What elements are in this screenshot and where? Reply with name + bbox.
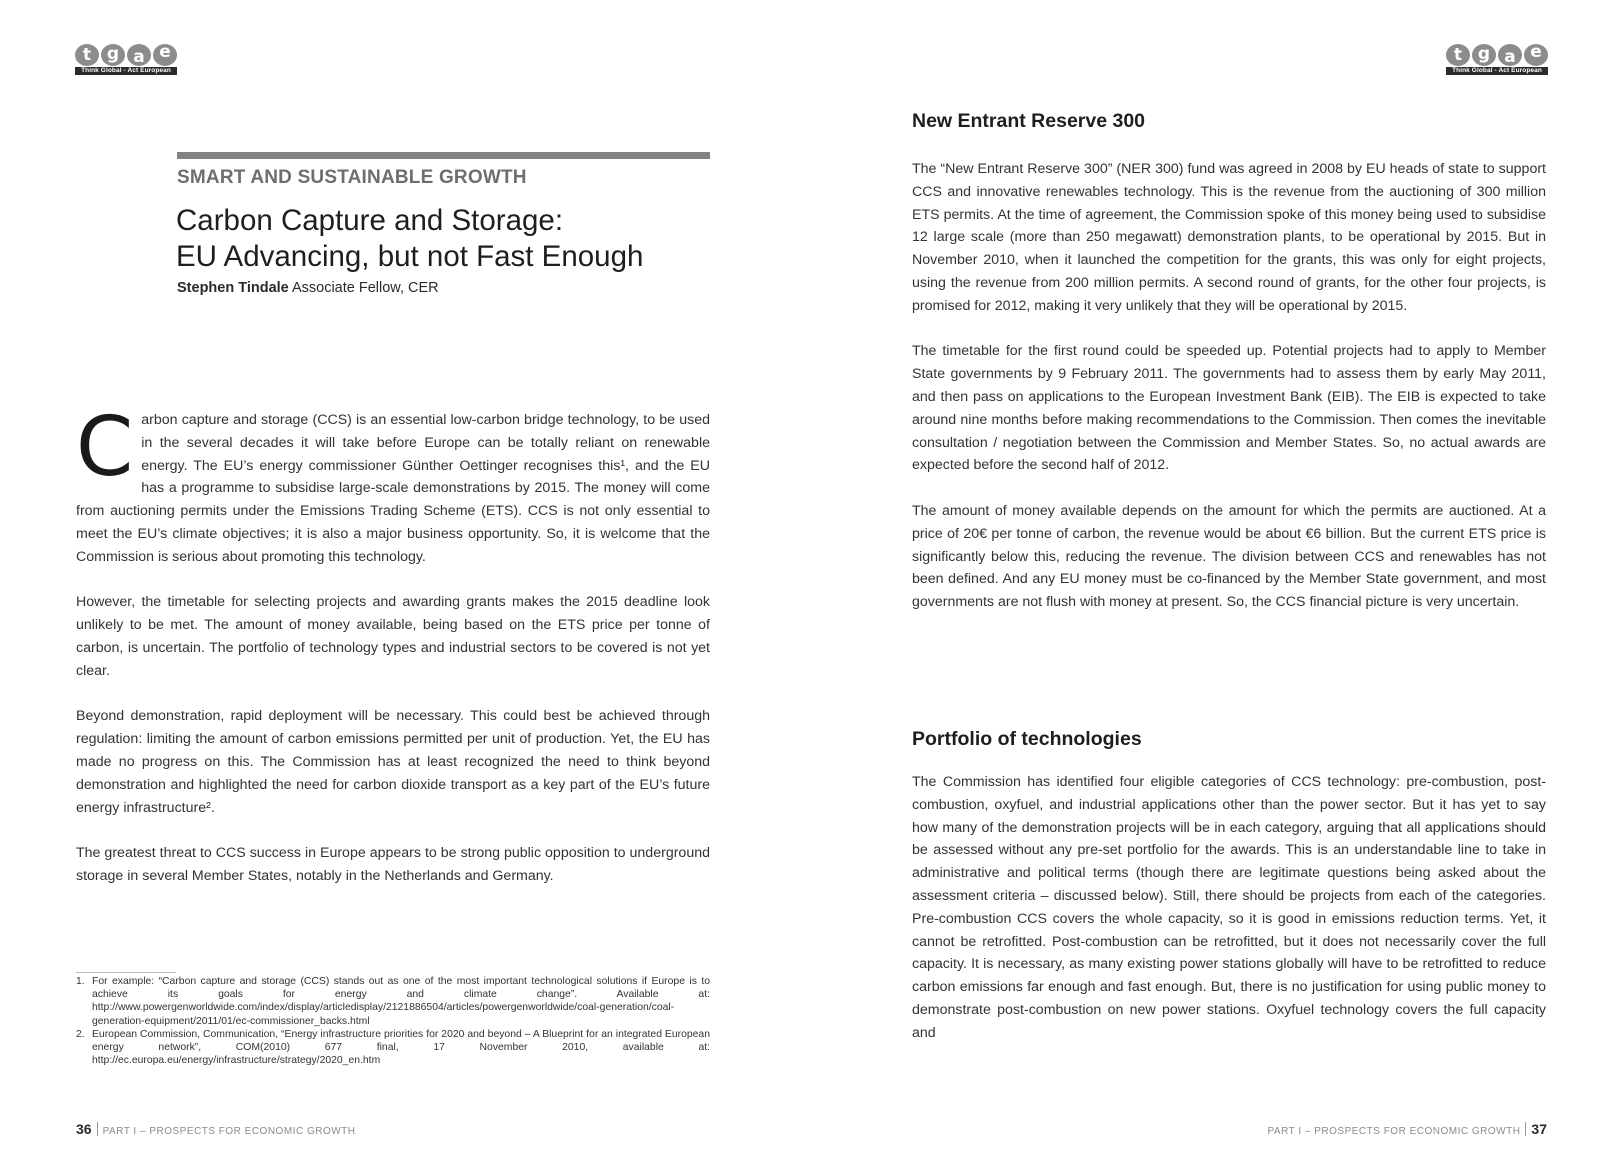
footnote-text: European Commission, Communication, “Energy infrastructure priorities for 2020 and beyond – A Blueprint for an integrated European energy network”, COM(2010) 677 final, 17 November 2010, available at: http://ec.europa.eu/energy/infrastructure/strategy/2020_en.htm — [92, 1028, 710, 1067]
body-paragraph: The “New Entrant Reserve 300” (NER 300) fund was agreed in 2008 by EU heads of state to support CCS and innovative renewables technology. This is the revenue from the auctioning of 300 million ETS permits. At the time of agreement, the Commission spoke of this money being used to subsidise 12 large scale (more than 250 megawatt) demonstration plants, to be operational by 2015. But in November 2010, when it launched the competition for the grants, this was only for eight projects, using the revenue from 200 million permits. A second round of grants, for the other four projects, is promised for 2012, making it very unlikely that they will be operational by 2015. — [912, 161, 1546, 314]
body-paragraph: The timetable for the first round could be speeded up. Potential projects had to apply to Member State governments by 9 February 2011. The governments had to assess them by early May 2011, and then pass on applications to the European Investment Bank (EIB). The EIB is expected to take around nine months before making recommendations to the Commission. Then comes the inevitable consultation / negotiation between the Commission and Member States. So, no actual awards are expected before the second half of 2012. — [912, 343, 1546, 474]
author-byline — [177, 280, 439, 296]
logo-letter-g: g — [101, 44, 125, 66]
page-footer-right — [1268, 1121, 1548, 1137]
running-footer: PART I – PROSPECTS FOR ECONOMIC GROWTH — [1267, 1126, 1521, 1137]
section-label: SMART AND SUSTAINABLE GROWTH — [177, 167, 527, 188]
page-number: 36 — [76, 1121, 92, 1137]
logo-letter-g: g — [1472, 44, 1496, 66]
body-paragraph: The Commission has identified four eligible categories of CCS technology: pre-combustion, post-combustion, oxyfuel, and industrial applications other than the power sector. But it has yet to say how many of the demonstration projects will be in each category, arguing that all applications should be assessed without any pre-set portfolio for the awards. This is an understandable line to take in administrative and political terms (though there are legitimate questions being asked about the assessment criteria – discussed below). Still, there should be projects from each of the categories. Pre-combustion CCS covers the whole capacity, so it is good in emissions reduction terms. Yet, it cannot be retrofitted. Post-combustion can be retrofitted, but it does not necessarily cover the full capacity. It is necessary, as many existing power stations globally will have to be retrofitted to reduce carbon emissions far enough and fast enough. But, there is no justification for using public money to demonstrate post-combustion on new power stations. Oxyfuel technology covers the full capacity and — [912, 774, 1546, 1041]
running-footer: PART I – PROSPECTS FOR ECONOMIC GROWTH — [102, 1126, 356, 1137]
body-paragraph: Beyond demonstration, rapid deployment will be necessary. This could best be achieved through regulation: limiting the amount of carbon emissions permitted per unit of production. Yet, the EU has made no progress on this. The Commission has at least recognized the need to think beyond demonstration and highlighted the need for carbon dioxide transport as a key part of the EU’s future energy infrastructure². — [76, 708, 710, 816]
footer-separator — [1525, 1122, 1526, 1136]
title-line-2: EU Advancing, but not Fast Enough — [176, 240, 644, 273]
logo-letter-t: t — [1446, 44, 1470, 66]
tgae-logo — [75, 44, 177, 75]
logo-circles — [1446, 44, 1548, 66]
left-body — [76, 400, 710, 911]
drop-cap: C — [76, 400, 134, 495]
footnote — [76, 1028, 710, 1068]
heading-portfolio: Portfolio of technologies — [912, 728, 1142, 750]
logo-letter-t: t — [75, 44, 99, 66]
footnote-divider — [76, 972, 176, 973]
logo-letter-a: a — [127, 44, 151, 66]
logo-letter-e: e — [153, 44, 177, 66]
body-paragraph: The greatest threat to CCS success in Europe appears to be strong public opposition to underground storage in several Member States, notably in the Netherlands and Germany. — [76, 845, 710, 884]
section-rule — [177, 152, 710, 159]
body-paragraph — [76, 400, 710, 569]
tgae-logo — [1446, 44, 1548, 75]
article-title — [176, 203, 643, 275]
logo-letter-e: e — [1524, 44, 1548, 66]
footnote — [76, 975, 710, 1028]
author-name: Stephen Tindale — [177, 280, 289, 296]
paragraph-text: arbon capture and storage (CCS) is an essential low-carbon bridge technology, to be used in the several decades it will take before Europe can be totally reliant on renewable energy. The EU’s energy commissioner Günther Oettinger recognises this¹, and the EU has a programme to subsidise large-scale demonstrations by 2015. The money will come from auctioning permits under the Emissions Trading Scheme (ETS). CCS is not only essential to meet the EU’s climate objectives; it is also a major business opportunity. So, it is welcome that the Commission is serious about promoting this technology. — [76, 412, 710, 565]
heading-new-entrant-reserve: New Entrant Reserve 300 — [912, 110, 1146, 132]
footnote-number: 1. — [76, 976, 85, 987]
author-role: Associate Fellow, CER — [288, 280, 439, 296]
footnote-number: 2. — [76, 1028, 85, 1040]
footnote-text: For example: “Carbon capture and storage (CCS) stands out as one of the most important technological solutions if Europe is to achieve its goals for energy and climate change”. Available at: http://www.powergenworldwide.com/index/display/articledisplay/2121886504/articles/powergenworldwide/coal-generation/coal-generation-equipment/2011/01/ec-commissioner_backs.html — [92, 976, 710, 1027]
logo-circles — [75, 44, 177, 66]
logo-tagline: Think Global - Act European — [75, 67, 177, 75]
logo-tagline: Think Global - Act European — [1446, 67, 1548, 75]
body-paragraph: The amount of money available depends on the amount for which the permits are auctioned. At a price of 20€ per tonne of carbon, the revenue would be about €6 billion. But the current ETS price is significantly below this, reducing the revenue. The division between CCS and renewables has not been defined. And any EU money must be co-financed by the Member State government, and most governments are not flush with money at present. So, the CCS financial picture is very uncertain. — [912, 502, 1546, 611]
footer-separator — [97, 1122, 98, 1136]
right-body-section-1 — [912, 158, 1546, 637]
logo-letter-a: a — [1498, 44, 1522, 66]
body-paragraph: However, the timetable for selecting projects and awarding grants makes the 2015 deadline look unlikely to be met. The amount of money available, being based on the ETS price per tonne of carbon, is uncertain. The portfolio of technology types and industrial sectors to be covered is not yet clear. — [76, 594, 710, 679]
title-line-1: Carbon Capture and Storage: — [176, 204, 564, 237]
page-footer-left — [76, 1121, 356, 1137]
footnotes — [76, 975, 710, 1067]
right-body-section-2 — [912, 771, 1546, 1067]
page-number: 37 — [1531, 1121, 1547, 1137]
